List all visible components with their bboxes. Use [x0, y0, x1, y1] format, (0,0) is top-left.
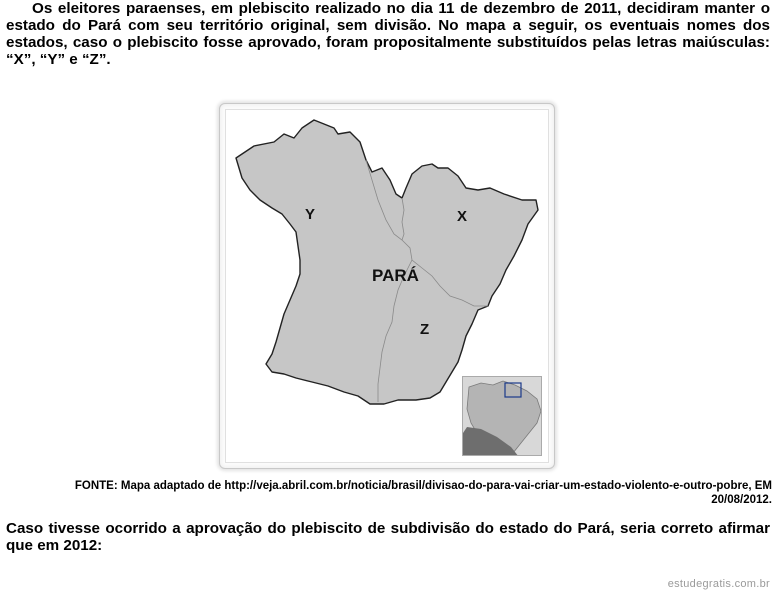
map-label-y: Y — [305, 206, 316, 223]
site-watermark: estudegratis.com.br — [667, 578, 770, 590]
map-figure — [219, 103, 555, 469]
map-canvas — [225, 109, 549, 463]
map-label-z: Z — [420, 321, 430, 338]
map-label-x: X — [457, 208, 468, 225]
brazil-inset-map — [462, 376, 542, 456]
map-source-caption: FONTE: Mapa adaptado de http://veja.abril.com.br/noticia/brasil/divisao-do-para-vai-criar-um-estado-violento-e-outro-pobre, EM 20/08/2012. — [74, 480, 772, 506]
brazil-inset-svg — [463, 377, 542, 456]
map-label-para: PARÁ — [372, 266, 419, 285]
question-paragraph: Caso tivesse ocorrido a aprovação do plebiscito de subdivisão do estado do Pará, seria correto afirmar que em 2012: — [6, 520, 770, 554]
para-outline — [236, 120, 538, 404]
intro-paragraph: Os eleitores paraenses, em plebiscito realizado no dia 11 de dezembro de 2011, decidiram manter o estado do Pará com seu território original, sem divisão. No mapa a seguir, os eventuais nomes dos estados, caso o plebiscito fosse aprovado, foram propositalmente substituídos pelas letras maiúsculas: “X”, “Y” e “Z”. — [6, 0, 770, 68]
